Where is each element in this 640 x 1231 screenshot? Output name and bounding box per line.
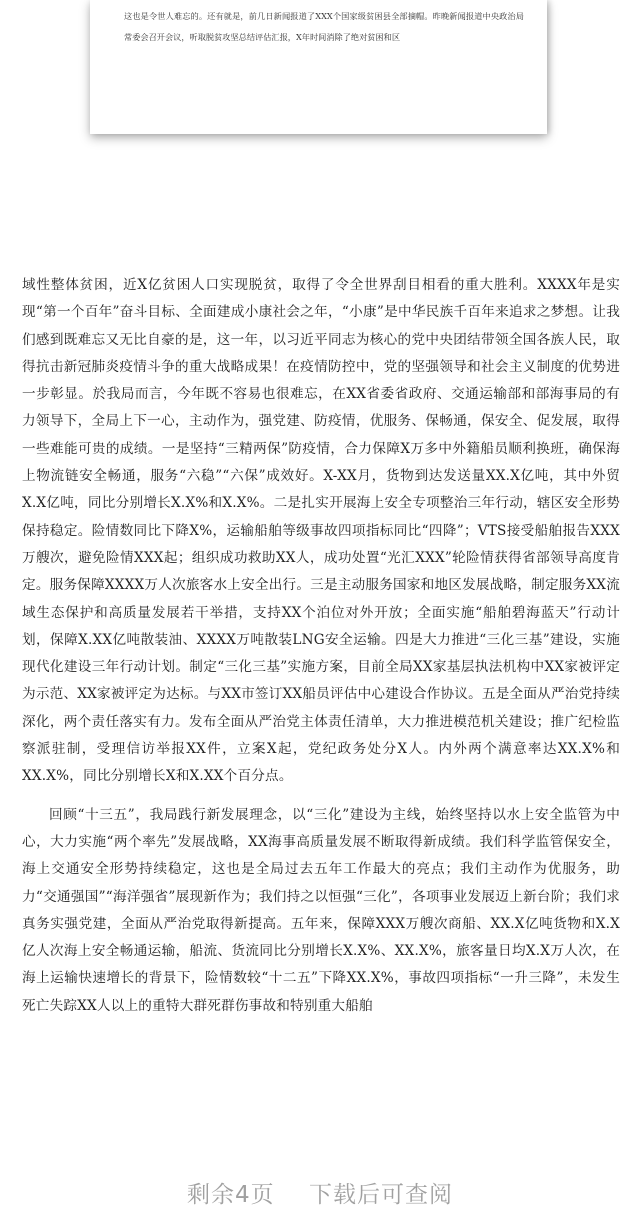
body-paragraph-2: 回顾“十三五”，我局践行新发展理念，以“三化”建设为主线，始终坚持以水上安全监管为中心，大力实施“两个率先”发展战略，XX海事高质量发展不断取得新成绩。我们科学监管保安全，海上交通安全形势持续稳定，这也是全局过去五年工作最大的亮点；我们主动作为优服务，助力“交通强国”“海洋强省”展现新作为；我们持之以恒强“三化”，各项事业发展迈上新台阶；我们求真务实强党建，全面从严治党取得新提高。五年来，保障XXX万艘次商船、XX.X亿吨货物和X.X亿人次海上安全畅通运输，船流、货流同比分别增长X.X%、XX.X%，旅客量日均X.X万人次，在海上运输快速增长的背景下，险情数较“十二五”下降XX.X%，事故四项指标“一升三降”，未发生死亡失踪XX人以上的重特大群死群伤事故和特别重大船舶	[22, 806, 620, 1014]
preview-page-text: 这也是令世人难忘的。还有就是，前几日新闻报道了XXX个国家级贫困县全部摘帽。昨晚新闻报道中央政治局常委会召开会议，听取脱贫攻坚总结评估汇报，X年时间消除了绝对贫困和区	[124, 11, 524, 42]
remaining-pages-notice[interactable]: 剩余4页 下载后可查阅	[187, 1182, 453, 1208]
body-paragraph-1: 域性整体贫困，近X亿贫困人口实现脱贫，取得了令全世界刮目相看的重大胜利。XXXX年是实现“第一个百年”奋斗目标、全面建成小康社会之年，“小康”是中华民族千百年来追求之梦想。让我们感到既难忘又无比自豪的是，这一年，以习近平同志为核心的党中央团结带领全国各族人民，取得抗击新冠肺炎疫情斗争的重大战略成果！在疫情防控中，党的坚强领导和社会主义制度的优势进一步彰显。於我局而言，今年既不容易也很难忘，在XX省委省政府、交通运输部和部海事局的有力领导下，全局上下一心，主动作为，强党建、防疫情，优服务、保畅通，保安全、促发展，取得一些难能可贵的成绩。一是坚持“三精两保”防疫情，合力保障X万多中外籍船员顺利换班，确保海上物流链安全畅通，服务“六稳”“六保”成效好。X-XX月，货物到达发送量XX.X亿吨，其中外贸X.X亿吨，同比分别增长X.X%和X.X%。二是扎实开展海上安全专项整治三年行动，辖区安全形势保持稳定。险情数同比下降X%，运输船舶等级事故四项指标同比“四降”；VTS接受船舶报告XXX万艘次，避免险情XXX起；组织成功救助XX人，成功处置“光汇XXX”轮险情获得省部领导高度肯定。服务保障XXXX万人次旅客水上安全出行。三是主动服务国家和地区发展战略，制定服务XX流域生态保护和高质量发展若干举措，支持XX个泊位对外开放；全面实施“船舶碧海蓝天”行动计划，保障X.XX亿吨散装油、XXXX万吨散装LNG安全运输。四是大力推进“三化三基”建设，实施现代化建设三年行动计划。制定“三化三基”实施方案，目前全局XX家基层执法机构中XX家被评定为示范、XX家被评定为达标。与XX市签订XX船员评估中心建设合作协议。五是全面从严治党持续深化，两个责任落实有力。发布全面从严治党主体责任清单，大力推进模范机关建设；推广纪检监察派驻制，受理信访举报XX件，立案X起，党纪政务处分X人。内外两个满意率达XX.X%和XX.X%，同比分别增长X和X.XX个百分点。	[22, 277, 620, 785]
preview-page-card	[90, 0, 547, 134]
document-body	[22, 272, 620, 1020]
